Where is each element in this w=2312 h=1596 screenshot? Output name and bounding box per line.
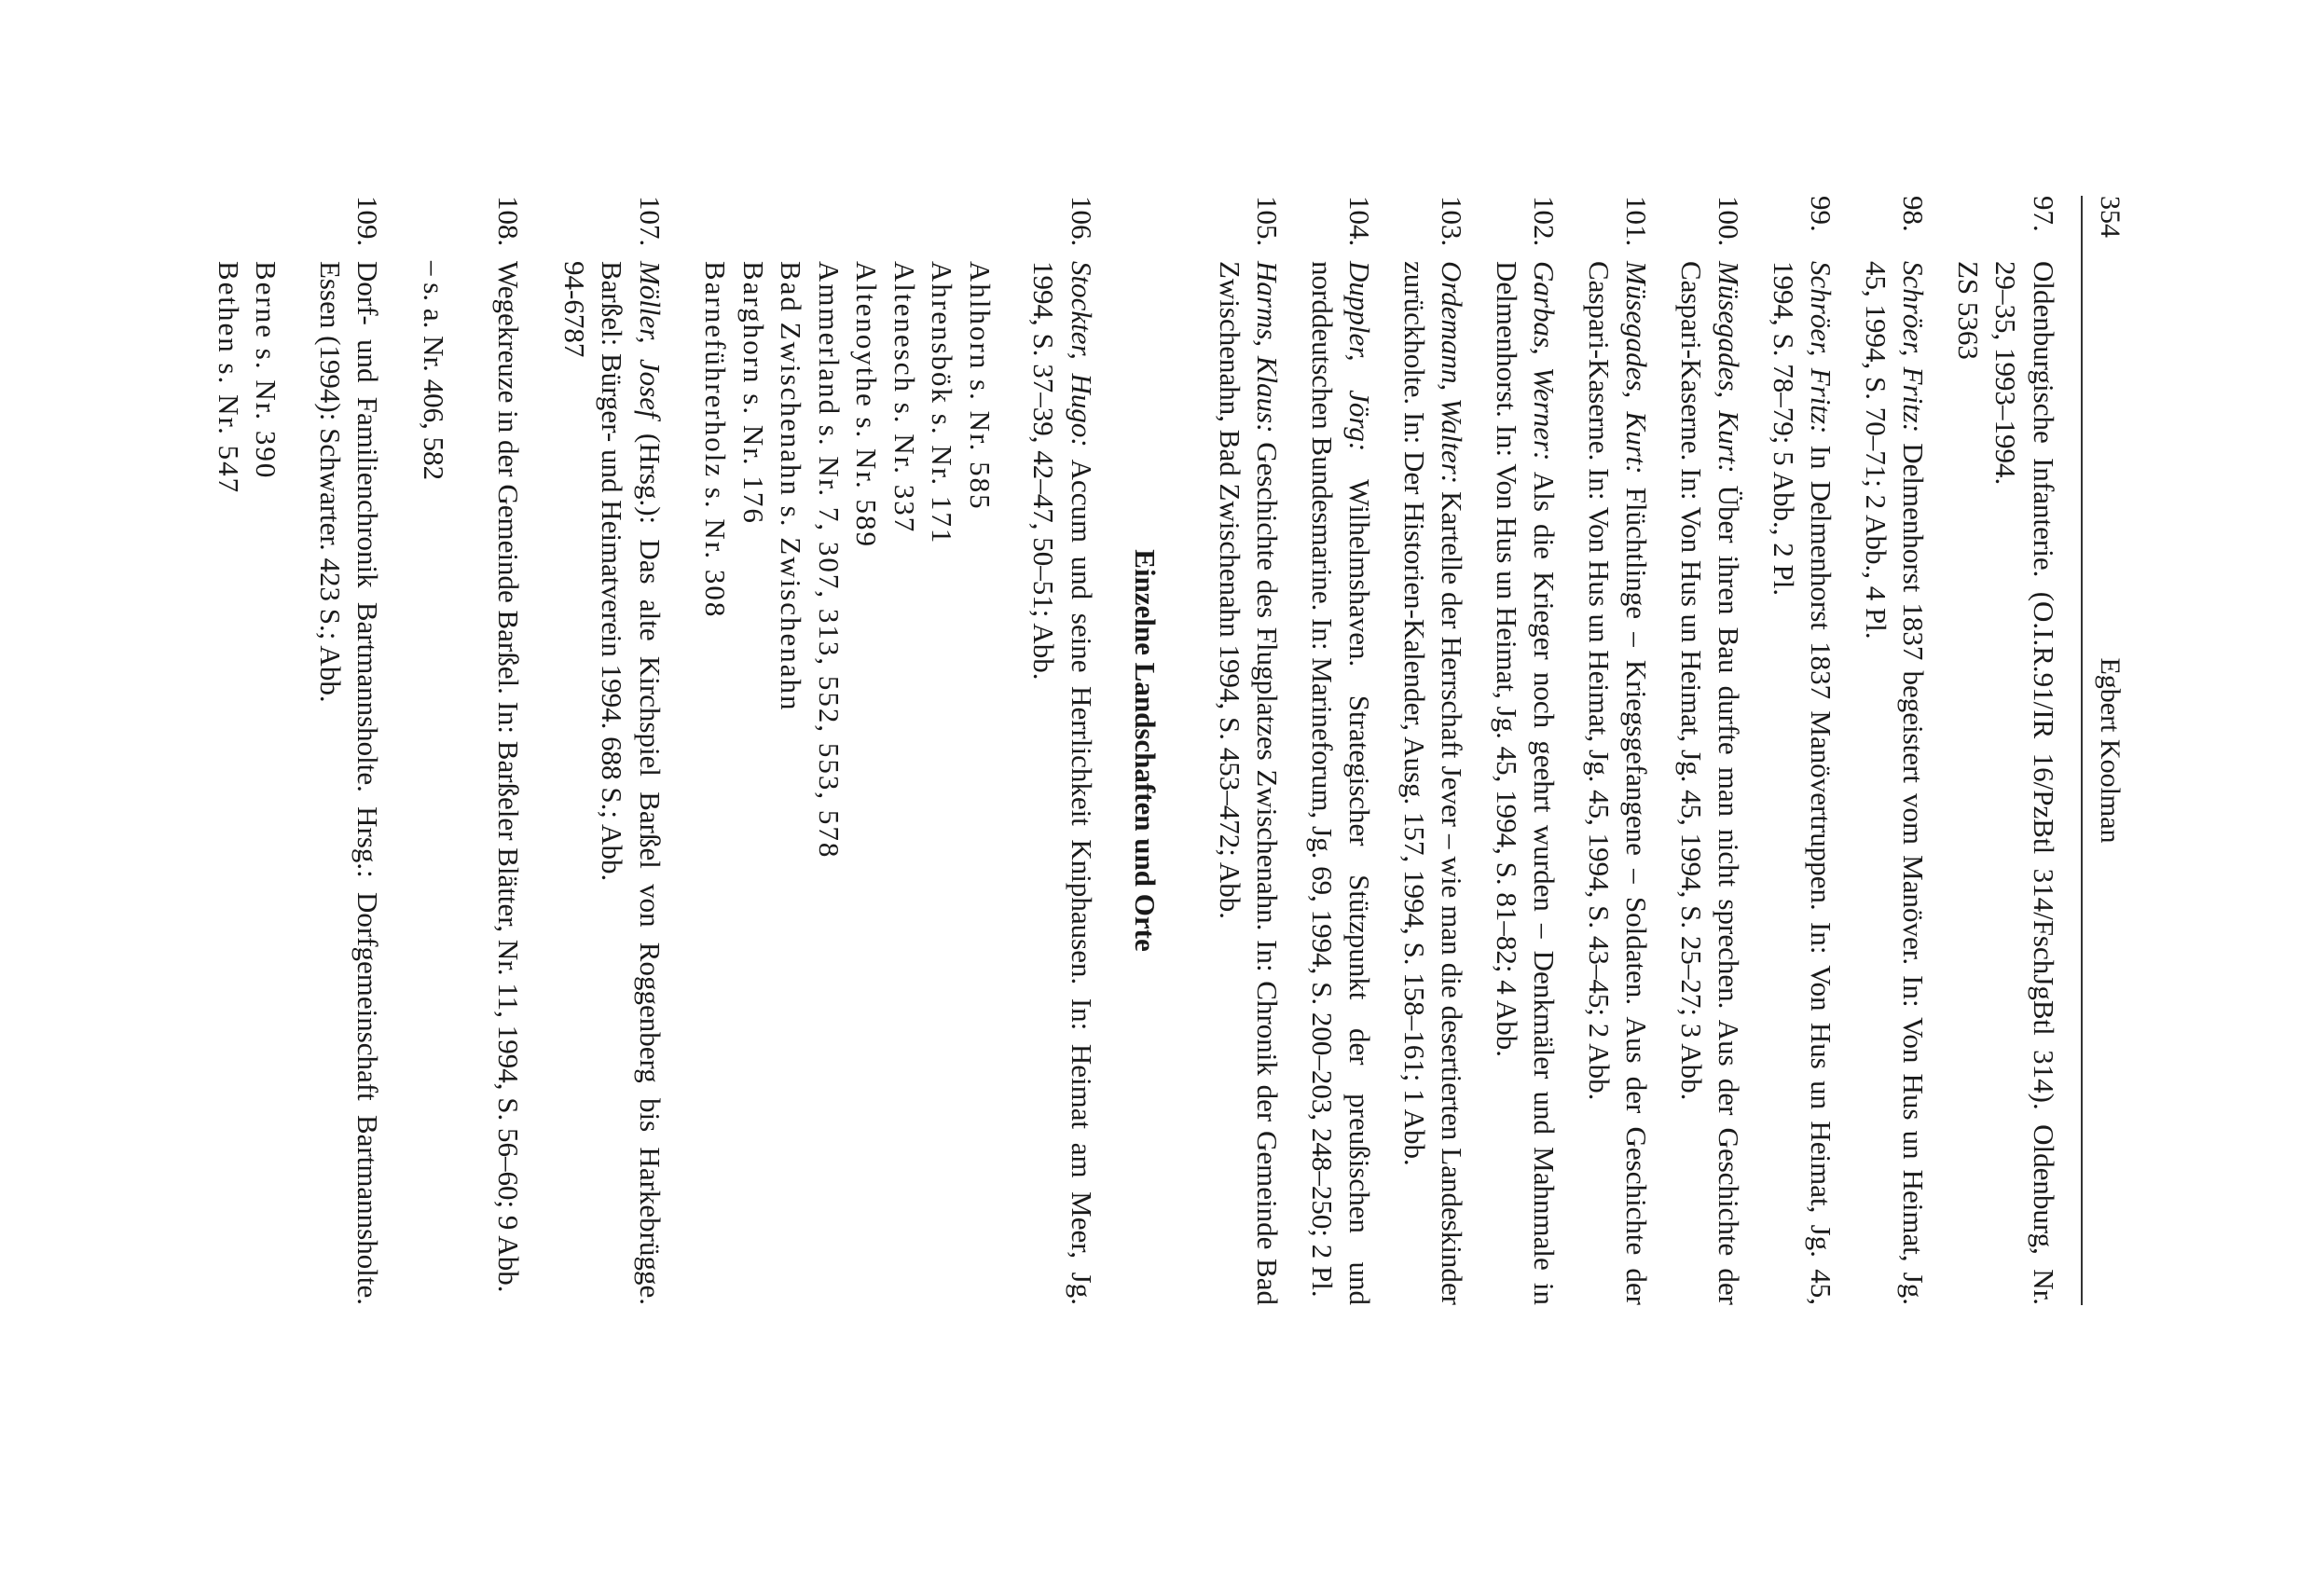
- place-reference: Altenesch s. Nr. 337: [888, 261, 921, 534]
- bibliography-entry: [489, 196, 528, 1305]
- page-header: [2081, 196, 2126, 1305]
- place-reference: Ammerland s. Nr. 7, 307, 313, 552, 553, 578: [813, 261, 846, 860]
- entry-author: Ordemann, Walter:: [1436, 261, 1469, 485]
- entry-author: Harms, Klaus:: [1251, 261, 1285, 433]
- entry-author: Müsegades, Kurt:: [1620, 261, 1654, 475]
- entry-number: 99.: [1805, 196, 1838, 232]
- bibliography-entry: [1396, 196, 1471, 1305]
- place-reference: Ahlhorn s. Nr. 585: [964, 261, 997, 511]
- bibliography-entry: [1949, 196, 2063, 1305]
- entry-author: Müsegades, Kurt:: [1713, 261, 1746, 474]
- page-number: 354: [2095, 196, 2126, 238]
- bibliography-entry: [556, 196, 669, 1305]
- bibliography-entry: [311, 196, 387, 1305]
- entry-text: Als die Krieger noch geehrt wurden – Denkmäler und Mahnmale in Delmenhorst. In: Von Hus un Heimat, Jg. 45, 1994, S. 81–82; 4 Abb.: [1491, 261, 1562, 1306]
- place-reference-list: [696, 196, 998, 1305]
- entry-author: Stockter, Hugo:: [1066, 261, 1098, 447]
- entry-text: Kartelle der Herrschaft Jever – wie man die desertierten Landeskinder zurückholte. In: Der Historien-Kalender, Ausg. 157, 1994, S. 158–161; 1 Abb.: [1398, 261, 1469, 1305]
- place-reference-list: [210, 196, 285, 1305]
- entry-number: 109.: [351, 196, 385, 247]
- entry-number: 107.: [634, 196, 667, 247]
- entry-text: Geschichte des Flugplatzes Zwischenahn. In: Chronik der Gemeinde Bad Zwischenahn, Bad Zwischenahn 1994, S. 453–472; Abb.: [1214, 261, 1285, 1305]
- see-also-reference: – s. a. Nr. 406, 582: [418, 261, 450, 481]
- entry-text: Accum und seine Herrlichkeit Kniphausen. In: Heimat am Meer, Jg. 1994, S. 37–39, 42–47, 50–51; Abb.: [1027, 261, 1098, 1305]
- entry-author: Garbas, Werner:: [1528, 261, 1562, 461]
- entry-number: 102.: [1528, 196, 1562, 247]
- entry-author: Möller, Josef: [634, 261, 667, 419]
- place-reference: Barghorn s. Nr. 176: [737, 261, 770, 525]
- place-reference: Berne s. Nr. 390: [250, 261, 283, 480]
- entry-number: 104.: [1343, 196, 1377, 247]
- place-reference: Barneführerholz s. Nr. 308: [699, 261, 733, 619]
- place-reference: Bad Zwischenahn s. Zwischenahn: [775, 261, 808, 712]
- entry-shelfmark: ZS 5363: [1952, 261, 1985, 360]
- entry-number: 100.: [1713, 196, 1746, 247]
- entry-text: Dorf- und Familienchronik Bartmannsholte. Hrsg.: Dorfgemeinschaft Bartmannsholte. Essen (1994): Schwarter. 423 S.; Abb.: [314, 261, 385, 1305]
- entry-number: 108.: [492, 196, 526, 247]
- running-head-author: Egbert Koolman: [2095, 657, 2126, 844]
- place-reference: Altenoythe s. Nr. 589: [850, 261, 884, 549]
- entry-author: Duppler, Jörg:: [1343, 261, 1377, 452]
- entry-text: Wegekreuze in der Gemeinde Barßel. In: Barßeler Blätter, Nr. 11, 1994, S. 56–60; 9 Abb.: [492, 261, 526, 1293]
- entry-text: (Hrsg.): Das alte Kirchspiel Barßel von Roggenberg bis Harkebrügge. Barßel: Bürger- und Heimatverein 1994. 688 S.; Abb.: [596, 261, 667, 1305]
- section-heading: Einzelne Landschaften und Orte: [1129, 549, 1163, 952]
- bibliography-entry: [1580, 196, 1656, 1305]
- entry-text: Flüchtlinge – Kriegsgefangene – Soldaten. Aus der Geschichte der Caspari-Kaserne. In: Von Hus un Heimat, Jg. 45, 1994, S. 43–45; 2 Abb.: [1583, 261, 1654, 1305]
- bibliography-entry: [1303, 196, 1379, 1305]
- place-reference: Ahrensbök s. Nr. 171: [926, 261, 959, 545]
- entry-number: 101.: [1620, 196, 1654, 247]
- entry-shelfmark: 94-6787: [558, 261, 591, 358]
- page-body: [210, 196, 2063, 1305]
- entry-text: Wilhelmshaven. Strategischer Stützpunkt der preußischen und norddeutschen Bundesmarine. In: Marineforum, Jg. 69, 1994, S. 200–203, 248–250; 2 Pl.: [1306, 261, 1377, 1305]
- entry-text: In Delmenhorst 1837 Manövertruppen. In: Von Hus un Heimat, Jg. 45, 1994, S. 78–79; 5 Abb., 2 Pl.: [1768, 261, 1838, 1305]
- entry-text: Über ihren Bau durfte man nicht sprechen. Aus der Geschichte der Caspari-Kaserne. In: Von Hus un Heimat, Jg. 45, 1994, S. 25–27; 3 Abb.: [1675, 261, 1746, 1305]
- entry-text: Oldenburgische Infanterie. (O.I.R.91/IR 16/PzBtl 314/FschJgBtl 314). Oldenburg, Nr. 29–35, 1993–1994.: [1989, 261, 2060, 1305]
- place-reference: Bethen s. Nr. 547: [213, 261, 245, 495]
- bibliography-entry: [1211, 196, 1287, 1305]
- entry-number: 97.: [2028, 196, 2060, 232]
- bibliography-entry: [1025, 196, 1100, 1305]
- entry-number: 103.: [1436, 196, 1469, 247]
- bibliography-entry: [1765, 196, 1840, 1305]
- entry-number: 105.: [1251, 196, 1285, 247]
- bibliography-entry: [1672, 196, 1748, 1305]
- entry-number: 106.: [1066, 196, 1098, 247]
- entry-author: Schröer, Fritz:: [1897, 261, 1931, 433]
- bibliography-entry: [1857, 196, 1933, 1305]
- bibliography-entry: [1488, 196, 1563, 1305]
- entry-number: 98.: [1897, 196, 1931, 232]
- entry-text: Delmenhorst 1837 begeistert vom Manöver. In: Von Hus un Heimat, Jg. 45, 1994, S. 70–71; 2 Abb., 4 Pl.: [1860, 261, 1931, 1305]
- entry-author: Schröer, Fritz:: [1805, 261, 1838, 434]
